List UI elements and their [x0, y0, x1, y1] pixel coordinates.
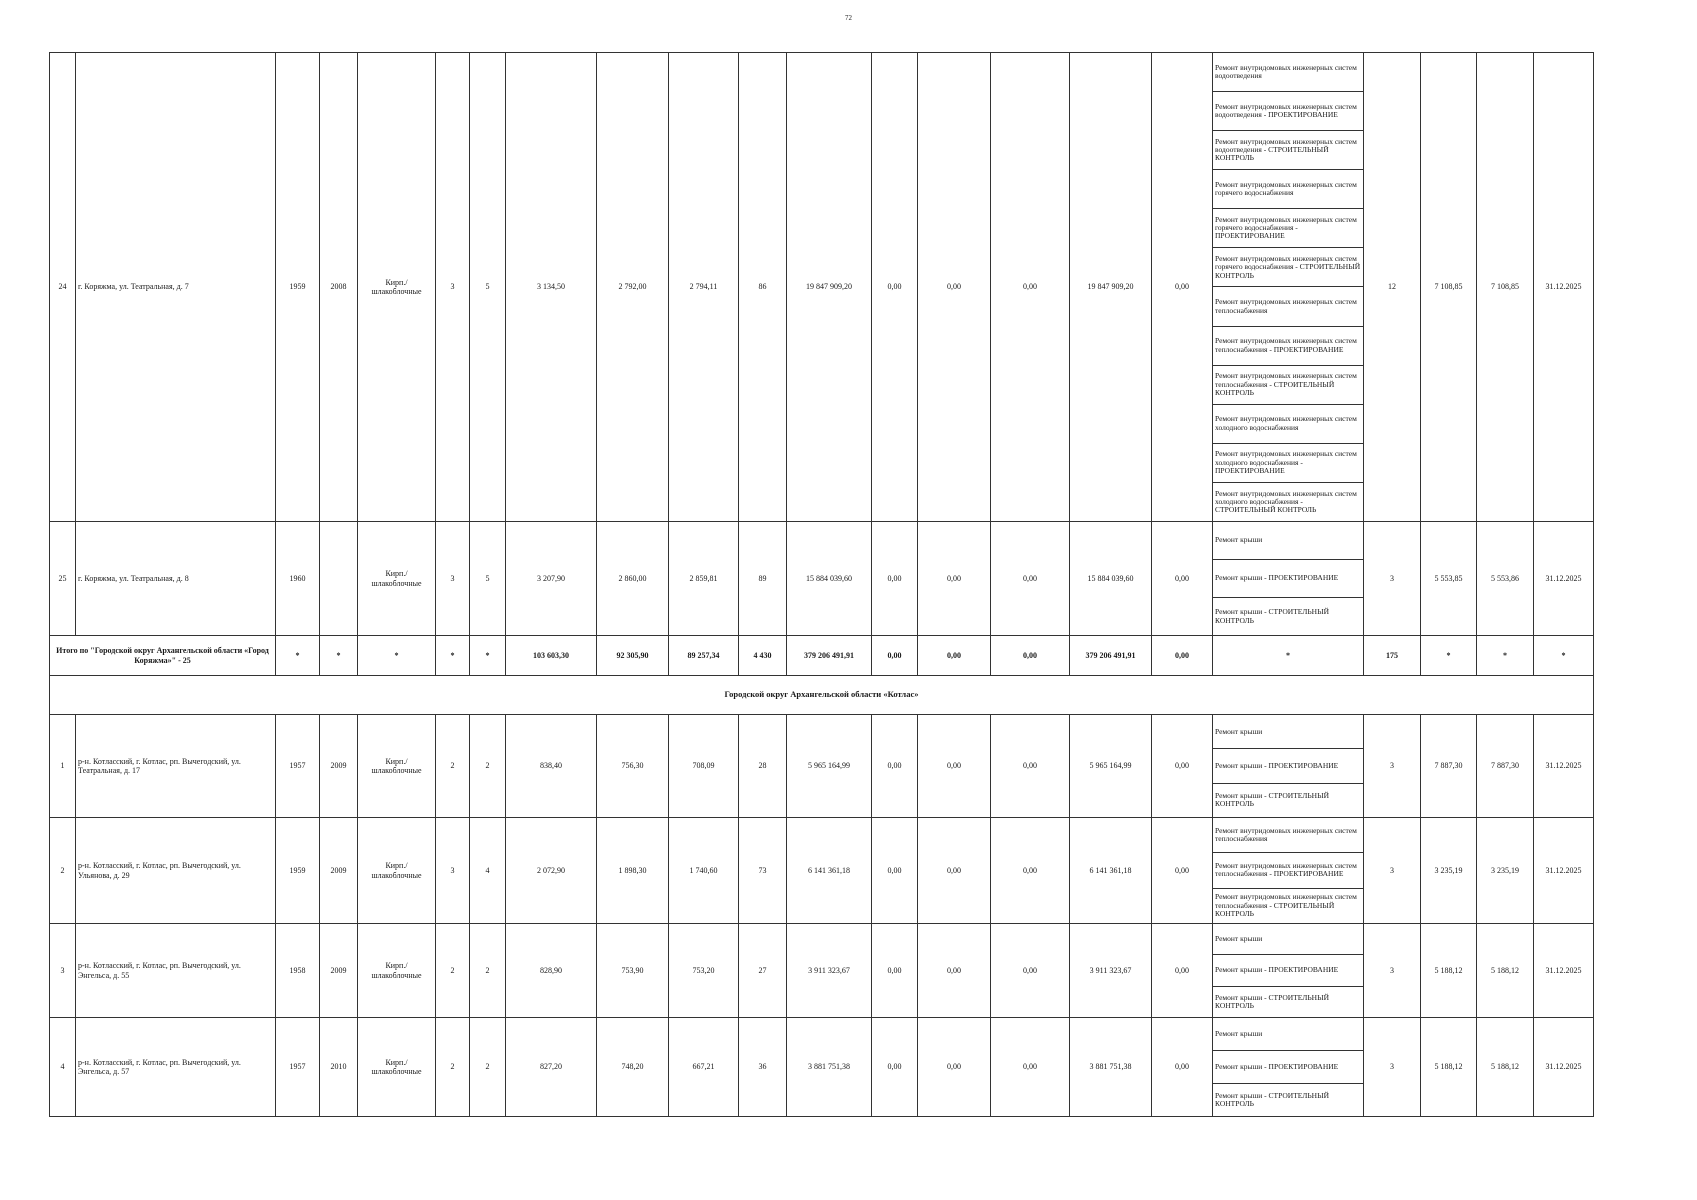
- work-item: Ремонт внутридомовых инженерных систем холодного водоснабжения: [1213, 405, 1363, 444]
- build-year: 1957: [276, 715, 320, 818]
- entrances: 4: [470, 818, 506, 924]
- owner-funds: 15 884 039,60: [1070, 522, 1152, 636]
- total-area: 827,20: [506, 1018, 597, 1117]
- repair-cost: 15 884 039,60: [787, 522, 872, 636]
- work-item: Ремонт крыши: [1213, 924, 1363, 955]
- total-fund-1: 0,00: [872, 636, 918, 676]
- section-row: [50, 676, 1594, 715]
- works-list: [1213, 53, 1364, 522]
- residential-area: 708,09: [669, 715, 739, 818]
- total-star: *: [1534, 636, 1594, 676]
- residential-area: 1 740,60: [669, 818, 739, 924]
- fund-federal: 0,00: [872, 53, 918, 522]
- residential-area: 753,20: [669, 924, 739, 1018]
- works-count: 3: [1364, 924, 1421, 1018]
- works-list: [1213, 715, 1364, 818]
- living-area: 748,20: [597, 1018, 669, 1117]
- owner-funds: 19 847 909,20: [1070, 53, 1152, 522]
- fund-regional: 0,00: [918, 818, 991, 924]
- work-item: Ремонт внутридомовых инженерных систем горячего водоснабжения: [1213, 170, 1363, 209]
- other-funds: 0,00: [1152, 522, 1213, 636]
- total-count: 175: [1364, 636, 1421, 676]
- row-number: 4: [50, 1018, 76, 1117]
- fund-local: 0,00: [991, 522, 1070, 636]
- total-star: *: [436, 636, 470, 676]
- work-item: Ремонт внутридомовых инженерных систем теплоснабжения - ПРОЕКТИРОВАНИЕ: [1213, 327, 1363, 366]
- total-fund-4: 0,00: [1152, 636, 1213, 676]
- work-item: Ремонт крыши - ПРОЕКТИРОВАНИЕ: [1213, 955, 1363, 986]
- work-item: Ремонт внутридомовых инженерных систем водоотведения: [1213, 53, 1363, 92]
- unit-cost: 7 108,85: [1421, 53, 1477, 522]
- wall-material: Кирп./ шлакоблочные: [358, 1018, 436, 1117]
- residents: 73: [739, 818, 787, 924]
- work-item: Ремонт внутридомовых инженерных систем горячего водоснабжения - ПРОЕКТИРОВАНИЕ: [1213, 209, 1363, 248]
- address: р-н. Котласский, г. Котлас, рп. Вычегодский, ул. Энгельса, д. 57: [76, 1018, 276, 1117]
- total-row: [50, 636, 1594, 676]
- fund-federal: 0,00: [872, 818, 918, 924]
- max-unit-cost: 3 235,19: [1477, 818, 1534, 924]
- floors: 2: [436, 1018, 470, 1117]
- entrances: 5: [470, 522, 506, 636]
- row-number: 25: [50, 522, 76, 636]
- total-label: Итого по "Городской округ Архангельской области «Город Коряжма»" - 25: [50, 636, 276, 676]
- floors: 2: [436, 715, 470, 818]
- total-cost: 379 206 491,91: [787, 636, 872, 676]
- repair-year: 2009: [320, 818, 358, 924]
- works-list: [1213, 1018, 1364, 1117]
- living-area: 2 860,00: [597, 522, 669, 636]
- fund-local: 0,00: [991, 53, 1070, 522]
- completion-date: 31.12.2025: [1534, 924, 1594, 1018]
- floors: 3: [436, 522, 470, 636]
- owner-funds: 6 141 361,18: [1070, 818, 1152, 924]
- work-item: Ремонт внутридомовых инженерных систем теплоснабжения: [1213, 287, 1363, 326]
- fund-regional: 0,00: [918, 1018, 991, 1117]
- residents: 28: [739, 715, 787, 818]
- total-star: *: [358, 636, 436, 676]
- work-item: Ремонт крыши - ПРОЕКТИРОВАНИЕ: [1213, 1051, 1363, 1084]
- entrances: 2: [470, 924, 506, 1018]
- repair-year: 2008: [320, 53, 358, 522]
- works-count: 3: [1364, 522, 1421, 636]
- works-list: [1213, 522, 1364, 636]
- build-year: 1959: [276, 53, 320, 522]
- work-item: Ремонт внутридомовых инженерных систем холодного водоснабжения - ПРОЕКТИРОВАНИЕ: [1213, 444, 1363, 483]
- work-item: Ремонт внутридомовых инженерных систем теплоснабжения - СТРОИТЕЛЬНЫЙ КОНТРОЛЬ: [1215, 892, 1357, 918]
- entrances: 2: [470, 715, 506, 818]
- max-unit-cost: 7 887,30: [1477, 715, 1534, 818]
- max-unit-cost: 5 188,12: [1477, 924, 1534, 1018]
- repair-cost: 6 141 361,18: [787, 818, 872, 924]
- work-item: Ремонт крыши - СТРОИТЕЛЬНЫЙ КОНТРОЛЬ: [1215, 791, 1330, 809]
- house-row: [50, 522, 1594, 636]
- total-star: *: [1213, 636, 1364, 676]
- unit-cost: 5 553,85: [1421, 522, 1477, 636]
- fund-federal: 0,00: [872, 715, 918, 818]
- house-row: [50, 715, 1594, 818]
- living-area: 753,90: [597, 924, 669, 1018]
- living-area: 2 792,00: [597, 53, 669, 522]
- max-unit-cost: 5 188,12: [1477, 1018, 1534, 1117]
- total-cost-2: 379 206 491,91: [1070, 636, 1152, 676]
- completion-date: 31.12.2025: [1534, 715, 1594, 818]
- address: р-н. Котласский, г. Котлас, рп. Вычегодский, ул. Театральная, д. 17: [76, 715, 276, 818]
- wall-material: Кирп./ шлакоблочные: [358, 522, 436, 636]
- works-list: [1213, 818, 1363, 923]
- total-area: 3 207,90: [506, 522, 597, 636]
- floors: 3: [436, 53, 470, 522]
- work-item: Ремонт внутридомовых инженерных систем водоотведения - ПРОЕКТИРОВАНИЕ: [1213, 92, 1363, 131]
- works-count: 3: [1364, 1018, 1421, 1117]
- residents: 36: [739, 1018, 787, 1117]
- total-area: 2 072,90: [506, 818, 597, 924]
- residential-area: 667,21: [669, 1018, 739, 1117]
- residential-area: 2 859,81: [669, 522, 739, 636]
- other-funds: 0,00: [1152, 715, 1213, 818]
- fund-federal: 0,00: [872, 1018, 918, 1117]
- completion-date: 31.12.2025: [1534, 818, 1594, 924]
- total-star: *: [1477, 636, 1534, 676]
- wall-material: Кирп./ шлакоблочные: [358, 53, 436, 522]
- residents: 27: [739, 924, 787, 1018]
- build-year: 1959: [276, 818, 320, 924]
- owner-funds: 3 911 323,67: [1070, 924, 1152, 1018]
- residents: 89: [739, 522, 787, 636]
- build-year: 1957: [276, 1018, 320, 1117]
- fund-regional: 0,00: [918, 924, 991, 1018]
- work-item: Ремонт крыши - ПРОЕКТИРОВАНИЕ: [1213, 749, 1363, 783]
- completion-date: 31.12.2025: [1534, 53, 1594, 522]
- total-fund-2: 0,00: [918, 636, 991, 676]
- max-unit-cost: 7 108,85: [1477, 53, 1534, 522]
- completion-date: 31.12.2025: [1534, 522, 1594, 636]
- build-year: 1958: [276, 924, 320, 1018]
- work-item: Ремонт внутридомовых инженерных систем теплоснабжения: [1213, 818, 1363, 853]
- works-list: [1213, 818, 1364, 924]
- row-number: 2: [50, 818, 76, 924]
- total-area: 828,90: [506, 924, 597, 1018]
- completion-date: 31.12.2025: [1534, 1018, 1594, 1117]
- floors: 2: [436, 924, 470, 1018]
- build-year: 1960: [276, 522, 320, 636]
- row-number: 24: [50, 53, 76, 522]
- works-list: [1213, 522, 1363, 635]
- works-list: [1213, 715, 1363, 817]
- total-area: 3 134,50: [506, 53, 597, 522]
- fund-local: 0,00: [991, 924, 1070, 1018]
- total-people: 4 430: [739, 636, 787, 676]
- total-star: *: [276, 636, 320, 676]
- fund-regional: 0,00: [918, 522, 991, 636]
- residential-area: 2 794,11: [669, 53, 739, 522]
- other-funds: 0,00: [1152, 1018, 1213, 1117]
- row-number: 1: [50, 715, 76, 818]
- fund-regional: 0,00: [918, 715, 991, 818]
- wall-material: Кирп./ шлакоблочные: [358, 818, 436, 924]
- works-list: [1213, 53, 1363, 521]
- unit-cost: 7 887,30: [1421, 715, 1477, 818]
- row-number: 3: [50, 924, 76, 1018]
- works-list: [1213, 1018, 1363, 1116]
- total-area-2: 92 305,90: [597, 636, 669, 676]
- work-item: Ремонт крыши - ПРОЕКТИРОВАНИЕ: [1213, 560, 1363, 598]
- repair-year: 2009: [320, 715, 358, 818]
- works-count: 3: [1364, 715, 1421, 818]
- works-count: 3: [1364, 818, 1421, 924]
- other-funds: 0,00: [1152, 53, 1213, 522]
- repair-year: 2010: [320, 1018, 358, 1117]
- house-row: [50, 1018, 1594, 1117]
- wall-material: Кирп./ шлакоблочные: [358, 924, 436, 1018]
- fund-local: 0,00: [991, 715, 1070, 818]
- page-number: 72: [845, 14, 852, 22]
- repair-year: [320, 522, 358, 636]
- work-item: Ремонт внутридомовых инженерных систем водоотведения - СТРОИТЕЛЬНЫЙ КОНТРОЛЬ: [1213, 131, 1363, 170]
- repair-cost: 5 965 164,99: [787, 715, 872, 818]
- unit-cost: 5 188,12: [1421, 924, 1477, 1018]
- work-item: Ремонт крыши: [1213, 715, 1363, 749]
- fund-federal: 0,00: [872, 522, 918, 636]
- floors: 3: [436, 818, 470, 924]
- address: р-н. Котласский, г. Котлас, рп. Вычегодский, ул. Энгельса, д. 55: [76, 924, 276, 1018]
- work-item: Ремонт внутридомовых инженерных систем теплоснабжения - СТРОИТЕЛЬНЫЙ КОНТРОЛЬ: [1213, 366, 1363, 405]
- total-star: *: [320, 636, 358, 676]
- work-item: Ремонт крыши - СТРОИТЕЛЬНЫЙ КОНТРОЛЬ: [1215, 1090, 1330, 1108]
- work-item: Ремонт крыши - СТРОИТЕЛЬНЫЙ КОНТРОЛЬ: [1215, 992, 1330, 1010]
- work-item: Ремонт внутридомовых инженерных систем горячего водоснабжения - СТРОИТЕЛЬНЫЙ КОНТРОЛЬ: [1213, 248, 1363, 287]
- address: р-н. Котласский, г. Котлас, рп. Вычегодский, ул. Ульянова, д. 29: [76, 818, 276, 924]
- address: г. Коряжма, ул. Театральная, д. 7: [76, 53, 276, 522]
- living-area: 756,30: [597, 715, 669, 818]
- repair-cost: 3 911 323,67: [787, 924, 872, 1018]
- work-item: Ремонт внутридомовых инженерных систем холодного водоснабжения - СТРОИТЕЛЬНЫЙ КОНТРОЛЬ: [1215, 488, 1357, 515]
- house-row: [50, 924, 1594, 1018]
- entrances: 2: [470, 1018, 506, 1117]
- total-area-1: 103 603,30: [506, 636, 597, 676]
- repair-cost: 19 847 909,20: [787, 53, 872, 522]
- repair-cost: 3 881 751,38: [787, 1018, 872, 1117]
- max-unit-cost: 5 553,86: [1477, 522, 1534, 636]
- works-list: [1213, 924, 1363, 1017]
- living-area: 1 898,30: [597, 818, 669, 924]
- repair-year: 2009: [320, 924, 358, 1018]
- capital-repair-table: [49, 52, 1594, 1117]
- total-fund-3: 0,00: [991, 636, 1070, 676]
- house-row: [50, 818, 1594, 924]
- other-funds: 0,00: [1152, 924, 1213, 1018]
- total-area-3: 89 257,34: [669, 636, 739, 676]
- work-item: Ремонт крыши: [1213, 522, 1363, 560]
- address: г. Коряжма, ул. Театральная, д. 8: [76, 522, 276, 636]
- fund-local: 0,00: [991, 1018, 1070, 1117]
- wall-material: Кирп./ шлакоблочные: [358, 715, 436, 818]
- fund-federal: 0,00: [872, 924, 918, 1018]
- other-funds: 0,00: [1152, 818, 1213, 924]
- fund-local: 0,00: [991, 818, 1070, 924]
- owner-funds: 5 965 164,99: [1070, 715, 1152, 818]
- fund-regional: 0,00: [918, 53, 991, 522]
- unit-cost: 3 235,19: [1421, 818, 1477, 924]
- entrances: 5: [470, 53, 506, 522]
- work-item: Ремонт крыши: [1213, 1018, 1363, 1051]
- residents: 86: [739, 53, 787, 522]
- work-item: Ремонт внутридомовых инженерных систем теплоснабжения - ПРОЕКТИРОВАНИЕ: [1213, 853, 1363, 888]
- total-area: 838,40: [506, 715, 597, 818]
- unit-cost: 5 188,12: [1421, 1018, 1477, 1117]
- works-list: [1213, 924, 1364, 1018]
- total-star: *: [470, 636, 506, 676]
- work-item: Ремонт крыши - СТРОИТЕЛЬНЫЙ КОНТРОЛЬ: [1215, 607, 1330, 625]
- total-star: *: [1421, 636, 1477, 676]
- section-title: Городской округ Архангельской области «Котлас»: [50, 676, 1594, 715]
- works-count: 12: [1364, 53, 1421, 522]
- owner-funds: 3 881 751,38: [1070, 1018, 1152, 1117]
- house-row: [50, 53, 1594, 522]
